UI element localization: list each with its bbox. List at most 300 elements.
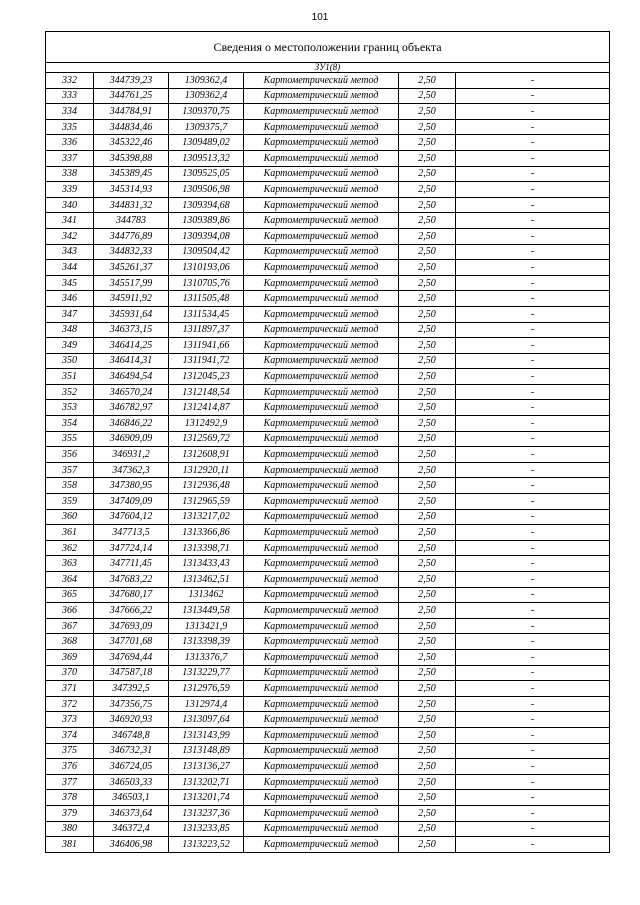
accuracy-cell: 2,50 bbox=[399, 119, 456, 135]
x-coordinate-cell: 346846,22 bbox=[94, 416, 169, 432]
x-coordinate-cell: 347711,45 bbox=[94, 556, 169, 572]
point-number-cell: 365 bbox=[46, 587, 94, 603]
x-coordinate-cell: 347380,95 bbox=[94, 478, 169, 494]
point-number-cell: 334 bbox=[46, 104, 94, 120]
point-number-cell: 340 bbox=[46, 197, 94, 213]
accuracy-cell: 2,50 bbox=[399, 494, 456, 510]
description-cell: - bbox=[456, 743, 610, 759]
accuracy-cell: 2,50 bbox=[399, 228, 456, 244]
table-row bbox=[46, 478, 610, 494]
description-cell: - bbox=[456, 306, 610, 322]
description-cell: - bbox=[456, 759, 610, 775]
page-number: 101 bbox=[311, 12, 329, 23]
method-cell: Картометрический метод bbox=[244, 306, 399, 322]
method-cell: Картометрический метод bbox=[244, 119, 399, 135]
table-title: Сведения о местоположении границ объекта bbox=[46, 32, 610, 63]
description-cell: - bbox=[456, 369, 610, 385]
point-number-cell: 363 bbox=[46, 556, 94, 572]
y-coordinate-cell: 1313097,64 bbox=[169, 712, 244, 728]
description-cell: - bbox=[456, 587, 610, 603]
accuracy-cell: 2,50 bbox=[399, 447, 456, 463]
description-cell: - bbox=[456, 556, 610, 572]
table-row bbox=[46, 384, 610, 400]
y-coordinate-cell: 1309389,86 bbox=[169, 213, 244, 229]
x-coordinate-cell: 346931,2 bbox=[94, 447, 169, 463]
point-number-cell: 341 bbox=[46, 213, 94, 229]
description-cell: - bbox=[456, 197, 610, 213]
method-cell: Картометрический метод bbox=[244, 525, 399, 541]
x-coordinate-cell: 347693,09 bbox=[94, 618, 169, 634]
method-cell: Картометрический метод bbox=[244, 338, 399, 354]
table-row bbox=[46, 462, 610, 478]
y-coordinate-cell: 1313148,89 bbox=[169, 743, 244, 759]
description-cell: - bbox=[456, 150, 610, 166]
x-coordinate-cell: 344739,23 bbox=[94, 73, 169, 89]
point-number-cell: 361 bbox=[46, 525, 94, 541]
table-row bbox=[46, 743, 610, 759]
method-cell: Картометрический метод bbox=[244, 727, 399, 743]
point-number-cell: 348 bbox=[46, 322, 94, 338]
table-row bbox=[46, 618, 610, 634]
accuracy-cell: 2,50 bbox=[399, 837, 456, 853]
accuracy-cell: 2,50 bbox=[399, 462, 456, 478]
table-row bbox=[46, 369, 610, 385]
description-cell: - bbox=[456, 384, 610, 400]
accuracy-cell: 2,50 bbox=[399, 634, 456, 650]
method-cell: Картометрический метод bbox=[244, 369, 399, 385]
x-coordinate-cell: 344761,25 bbox=[94, 88, 169, 104]
description-cell: - bbox=[456, 494, 610, 510]
y-coordinate-cell: 1309394,08 bbox=[169, 228, 244, 244]
point-number-cell: 338 bbox=[46, 166, 94, 182]
accuracy-cell: 2,50 bbox=[399, 649, 456, 665]
table-row bbox=[46, 681, 610, 697]
accuracy-cell: 2,50 bbox=[399, 525, 456, 541]
description-cell: - bbox=[456, 727, 610, 743]
x-coordinate-cell: 346373,64 bbox=[94, 805, 169, 821]
table-row bbox=[46, 150, 610, 166]
x-coordinate-cell: 344831,32 bbox=[94, 197, 169, 213]
point-number-cell: 357 bbox=[46, 462, 94, 478]
x-coordinate-cell: 347666,22 bbox=[94, 603, 169, 619]
accuracy-cell: 2,50 bbox=[399, 759, 456, 775]
point-number-cell: 370 bbox=[46, 665, 94, 681]
description-cell: - bbox=[456, 572, 610, 588]
y-coordinate-cell: 1309375,7 bbox=[169, 119, 244, 135]
accuracy-cell: 2,50 bbox=[399, 384, 456, 400]
method-cell: Картометрический метод bbox=[244, 696, 399, 712]
point-number-cell: 337 bbox=[46, 150, 94, 166]
point-number-cell: 375 bbox=[46, 743, 94, 759]
point-number-cell: 352 bbox=[46, 384, 94, 400]
point-number-cell: 360 bbox=[46, 509, 94, 525]
table-row bbox=[46, 821, 610, 837]
x-coordinate-cell: 347701,68 bbox=[94, 634, 169, 650]
method-cell: Картометрический метод bbox=[244, 73, 399, 89]
method-cell: Картометрический метод bbox=[244, 821, 399, 837]
accuracy-cell: 2,50 bbox=[399, 556, 456, 572]
x-coordinate-cell: 347362,3 bbox=[94, 462, 169, 478]
description-cell: - bbox=[456, 322, 610, 338]
accuracy-cell: 2,50 bbox=[399, 618, 456, 634]
table-row bbox=[46, 260, 610, 276]
accuracy-cell: 2,50 bbox=[399, 400, 456, 416]
description-cell: - bbox=[456, 540, 610, 556]
accuracy-cell: 2,50 bbox=[399, 478, 456, 494]
accuracy-cell: 2,50 bbox=[399, 727, 456, 743]
table-row bbox=[46, 431, 610, 447]
accuracy-cell: 2,50 bbox=[399, 603, 456, 619]
y-coordinate-cell: 1312414,87 bbox=[169, 400, 244, 416]
y-coordinate-cell: 1313421,9 bbox=[169, 618, 244, 634]
method-cell: Картометрический метод bbox=[244, 478, 399, 494]
y-coordinate-cell: 1309504,42 bbox=[169, 244, 244, 260]
accuracy-cell: 2,50 bbox=[399, 197, 456, 213]
method-cell: Картометрический метод bbox=[244, 759, 399, 775]
point-number-cell: 378 bbox=[46, 790, 94, 806]
accuracy-cell: 2,50 bbox=[399, 244, 456, 260]
x-coordinate-cell: 347683,22 bbox=[94, 572, 169, 588]
x-coordinate-cell: 347694,44 bbox=[94, 649, 169, 665]
table-row bbox=[46, 805, 610, 821]
point-number-cell: 354 bbox=[46, 416, 94, 432]
point-number-cell: 369 bbox=[46, 649, 94, 665]
point-number-cell: 344 bbox=[46, 260, 94, 276]
accuracy-cell: 2,50 bbox=[399, 572, 456, 588]
y-coordinate-cell: 1312974,4 bbox=[169, 696, 244, 712]
y-coordinate-cell: 1313201,74 bbox=[169, 790, 244, 806]
table-row bbox=[46, 540, 610, 556]
description-cell: - bbox=[456, 166, 610, 182]
method-cell: Картометрический метод bbox=[244, 509, 399, 525]
point-number-cell: 350 bbox=[46, 353, 94, 369]
y-coordinate-cell: 1311897,37 bbox=[169, 322, 244, 338]
description-cell: - bbox=[456, 275, 610, 291]
y-coordinate-cell: 1313136,27 bbox=[169, 759, 244, 775]
method-cell: Картометрический метод bbox=[244, 618, 399, 634]
y-coordinate-cell: 1313449,58 bbox=[169, 603, 244, 619]
description-cell: - bbox=[456, 244, 610, 260]
x-coordinate-cell: 347409,09 bbox=[94, 494, 169, 510]
table-row bbox=[46, 73, 610, 89]
description-cell: - bbox=[456, 416, 610, 432]
point-number-cell: 376 bbox=[46, 759, 94, 775]
y-coordinate-cell: 1313233,85 bbox=[169, 821, 244, 837]
x-coordinate-cell: 346570,24 bbox=[94, 384, 169, 400]
y-coordinate-cell: 1313202,71 bbox=[169, 774, 244, 790]
x-coordinate-cell: 344784,91 bbox=[94, 104, 169, 120]
x-coordinate-cell: 344832,33 bbox=[94, 244, 169, 260]
description-cell: - bbox=[456, 431, 610, 447]
description-cell: - bbox=[456, 182, 610, 198]
accuracy-cell: 2,50 bbox=[399, 696, 456, 712]
table-row bbox=[46, 275, 610, 291]
x-coordinate-cell: 344776,89 bbox=[94, 228, 169, 244]
accuracy-cell: 2,50 bbox=[399, 587, 456, 603]
x-coordinate-cell: 346724,05 bbox=[94, 759, 169, 775]
y-coordinate-cell: 1311941,72 bbox=[169, 353, 244, 369]
x-coordinate-cell: 346414,25 bbox=[94, 338, 169, 354]
x-coordinate-cell: 345517,99 bbox=[94, 275, 169, 291]
method-cell: Картометрический метод bbox=[244, 712, 399, 728]
description-cell: - bbox=[456, 88, 610, 104]
point-number-cell: 335 bbox=[46, 119, 94, 135]
y-coordinate-cell: 1309513,32 bbox=[169, 150, 244, 166]
method-cell: Картометрический метод bbox=[244, 681, 399, 697]
method-cell: Картометрический метод bbox=[244, 260, 399, 276]
accuracy-cell: 2,50 bbox=[399, 681, 456, 697]
method-cell: Картометрический метод bbox=[244, 291, 399, 307]
table-row bbox=[46, 696, 610, 712]
description-cell: - bbox=[456, 618, 610, 634]
x-coordinate-cell: 345314,93 bbox=[94, 182, 169, 198]
x-coordinate-cell: 346748,8 bbox=[94, 727, 169, 743]
point-number-cell: 342 bbox=[46, 228, 94, 244]
description-cell: - bbox=[456, 821, 610, 837]
x-coordinate-cell: 346406,98 bbox=[94, 837, 169, 853]
accuracy-cell: 2,50 bbox=[399, 369, 456, 385]
description-cell: - bbox=[456, 228, 610, 244]
table-row bbox=[46, 759, 610, 775]
method-cell: Картометрический метод bbox=[244, 400, 399, 416]
description-cell: - bbox=[456, 603, 610, 619]
method-cell: Картометрический метод bbox=[244, 228, 399, 244]
point-number-cell: 333 bbox=[46, 88, 94, 104]
x-coordinate-cell: 346372,4 bbox=[94, 821, 169, 837]
table-row bbox=[46, 135, 610, 151]
table-row bbox=[46, 338, 610, 354]
y-coordinate-cell: 1312976,59 bbox=[169, 681, 244, 697]
table-row bbox=[46, 790, 610, 806]
y-coordinate-cell: 1311505,48 bbox=[169, 291, 244, 307]
y-coordinate-cell: 1310705,76 bbox=[169, 275, 244, 291]
method-cell: Картометрический метод bbox=[244, 603, 399, 619]
y-coordinate-cell: 1313433,43 bbox=[169, 556, 244, 572]
x-coordinate-cell: 347713,5 bbox=[94, 525, 169, 541]
table-subtitle-row bbox=[46, 63, 610, 73]
table-row bbox=[46, 525, 610, 541]
x-coordinate-cell: 345389,45 bbox=[94, 166, 169, 182]
y-coordinate-cell: 1313143,99 bbox=[169, 727, 244, 743]
description-cell: - bbox=[456, 634, 610, 650]
description-cell: - bbox=[456, 696, 610, 712]
point-number-cell: 336 bbox=[46, 135, 94, 151]
table-row bbox=[46, 634, 610, 650]
point-number-cell: 377 bbox=[46, 774, 94, 790]
accuracy-cell: 2,50 bbox=[399, 88, 456, 104]
description-cell: - bbox=[456, 712, 610, 728]
y-coordinate-cell: 1309525,05 bbox=[169, 166, 244, 182]
y-coordinate-cell: 1311941,66 bbox=[169, 338, 244, 354]
table-row bbox=[46, 306, 610, 322]
description-cell: - bbox=[456, 400, 610, 416]
accuracy-cell: 2,50 bbox=[399, 665, 456, 681]
table-row bbox=[46, 727, 610, 743]
accuracy-cell: 2,50 bbox=[399, 166, 456, 182]
table-subtitle: ЗУ1(8) bbox=[46, 63, 610, 73]
x-coordinate-cell: 346782,97 bbox=[94, 400, 169, 416]
point-number-cell: 367 bbox=[46, 618, 94, 634]
y-coordinate-cell: 1309506,98 bbox=[169, 182, 244, 198]
description-cell: - bbox=[456, 260, 610, 276]
method-cell: Картометрический метод bbox=[244, 135, 399, 151]
point-number-cell: 353 bbox=[46, 400, 94, 416]
point-number-cell: 366 bbox=[46, 603, 94, 619]
table-row bbox=[46, 166, 610, 182]
point-number-cell: 356 bbox=[46, 447, 94, 463]
x-coordinate-cell: 345931,64 bbox=[94, 306, 169, 322]
accuracy-cell: 2,50 bbox=[399, 73, 456, 89]
x-coordinate-cell: 346373,15 bbox=[94, 322, 169, 338]
x-coordinate-cell: 346503,1 bbox=[94, 790, 169, 806]
point-number-cell: 381 bbox=[46, 837, 94, 853]
point-number-cell: 347 bbox=[46, 306, 94, 322]
table-row bbox=[46, 837, 610, 853]
point-number-cell: 380 bbox=[46, 821, 94, 837]
description-cell: - bbox=[456, 525, 610, 541]
y-coordinate-cell: 1312965,59 bbox=[169, 494, 244, 510]
method-cell: Картометрический метод bbox=[244, 665, 399, 681]
point-number-cell: 379 bbox=[46, 805, 94, 821]
method-cell: Картометрический метод bbox=[244, 244, 399, 260]
point-number-cell: 349 bbox=[46, 338, 94, 354]
accuracy-cell: 2,50 bbox=[399, 743, 456, 759]
y-coordinate-cell: 1309489,02 bbox=[169, 135, 244, 151]
method-cell: Картометрический метод bbox=[244, 649, 399, 665]
accuracy-cell: 2,50 bbox=[399, 306, 456, 322]
method-cell: Картометрический метод bbox=[244, 790, 399, 806]
description-cell: - bbox=[456, 213, 610, 229]
method-cell: Картометрический метод bbox=[244, 494, 399, 510]
method-cell: Картометрический метод bbox=[244, 587, 399, 603]
method-cell: Картометрический метод bbox=[244, 182, 399, 198]
point-number-cell: 345 bbox=[46, 275, 94, 291]
x-coordinate-cell: 346920,93 bbox=[94, 712, 169, 728]
description-cell: - bbox=[456, 338, 610, 354]
y-coordinate-cell: 1312920,11 bbox=[169, 462, 244, 478]
method-cell: Картометрический метод bbox=[244, 540, 399, 556]
accuracy-cell: 2,50 bbox=[399, 322, 456, 338]
table-row bbox=[46, 447, 610, 463]
x-coordinate-cell: 344834,46 bbox=[94, 119, 169, 135]
point-number-cell: 343 bbox=[46, 244, 94, 260]
description-cell: - bbox=[456, 665, 610, 681]
description-cell: - bbox=[456, 73, 610, 89]
description-cell: - bbox=[456, 353, 610, 369]
x-coordinate-cell: 345261,37 bbox=[94, 260, 169, 276]
accuracy-cell: 2,50 bbox=[399, 774, 456, 790]
point-number-cell: 332 bbox=[46, 73, 94, 89]
accuracy-cell: 2,50 bbox=[399, 135, 456, 151]
y-coordinate-cell: 1312569,72 bbox=[169, 431, 244, 447]
table-row bbox=[46, 603, 610, 619]
method-cell: Картометрический метод bbox=[244, 572, 399, 588]
accuracy-cell: 2,50 bbox=[399, 275, 456, 291]
description-cell: - bbox=[456, 681, 610, 697]
y-coordinate-cell: 1313398,71 bbox=[169, 540, 244, 556]
x-coordinate-cell: 347356,75 bbox=[94, 696, 169, 712]
x-coordinate-cell: 346909,09 bbox=[94, 431, 169, 447]
method-cell: Картометрический метод bbox=[244, 275, 399, 291]
method-cell: Картометрический метод bbox=[244, 447, 399, 463]
description-cell: - bbox=[456, 462, 610, 478]
y-coordinate-cell: 1313237,36 bbox=[169, 805, 244, 821]
table-row bbox=[46, 197, 610, 213]
description-cell: - bbox=[456, 837, 610, 853]
table-row bbox=[46, 556, 610, 572]
accuracy-cell: 2,50 bbox=[399, 104, 456, 120]
y-coordinate-cell: 1312148,54 bbox=[169, 384, 244, 400]
method-cell: Картометрический метод bbox=[244, 634, 399, 650]
description-cell: - bbox=[456, 649, 610, 665]
y-coordinate-cell: 1313462,51 bbox=[169, 572, 244, 588]
y-coordinate-cell: 1313217,02 bbox=[169, 509, 244, 525]
accuracy-cell: 2,50 bbox=[399, 150, 456, 166]
x-coordinate-cell: 346503,33 bbox=[94, 774, 169, 790]
y-coordinate-cell: 1313398,39 bbox=[169, 634, 244, 650]
table-row bbox=[46, 712, 610, 728]
method-cell: Картометрический метод bbox=[244, 88, 399, 104]
method-cell: Картометрический метод bbox=[244, 213, 399, 229]
method-cell: Картометрический метод bbox=[244, 353, 399, 369]
table-row bbox=[46, 228, 610, 244]
boundary-table bbox=[45, 31, 610, 853]
table-row bbox=[46, 322, 610, 338]
x-coordinate-cell: 347604,12 bbox=[94, 509, 169, 525]
point-number-cell: 339 bbox=[46, 182, 94, 198]
y-coordinate-cell: 1312936,48 bbox=[169, 478, 244, 494]
accuracy-cell: 2,50 bbox=[399, 431, 456, 447]
table-row bbox=[46, 665, 610, 681]
table-title-row bbox=[46, 32, 610, 63]
y-coordinate-cell: 1313223,52 bbox=[169, 837, 244, 853]
x-coordinate-cell: 346494,54 bbox=[94, 369, 169, 385]
accuracy-cell: 2,50 bbox=[399, 416, 456, 432]
description-cell: - bbox=[456, 478, 610, 494]
y-coordinate-cell: 1312608,91 bbox=[169, 447, 244, 463]
table-row bbox=[46, 774, 610, 790]
table-row bbox=[46, 400, 610, 416]
method-cell: Картометрический метод bbox=[244, 743, 399, 759]
y-coordinate-cell: 1311534,45 bbox=[169, 306, 244, 322]
accuracy-cell: 2,50 bbox=[399, 353, 456, 369]
description-cell: - bbox=[456, 774, 610, 790]
accuracy-cell: 2,50 bbox=[399, 291, 456, 307]
point-number-cell: 355 bbox=[46, 431, 94, 447]
accuracy-cell: 2,50 bbox=[399, 712, 456, 728]
method-cell: Картометрический метод bbox=[244, 322, 399, 338]
table-row bbox=[46, 182, 610, 198]
point-number-cell: 371 bbox=[46, 681, 94, 697]
x-coordinate-cell: 347680,17 bbox=[94, 587, 169, 603]
accuracy-cell: 2,50 bbox=[399, 213, 456, 229]
description-cell: - bbox=[456, 135, 610, 151]
y-coordinate-cell: 1310193,06 bbox=[169, 260, 244, 276]
description-cell: - bbox=[456, 805, 610, 821]
method-cell: Картометрический метод bbox=[244, 556, 399, 572]
description-cell: - bbox=[456, 509, 610, 525]
description-cell: - bbox=[456, 119, 610, 135]
x-coordinate-cell: 347392,5 bbox=[94, 681, 169, 697]
table-row bbox=[46, 291, 610, 307]
y-coordinate-cell: 1309394,68 bbox=[169, 197, 244, 213]
y-coordinate-cell: 1312045,23 bbox=[169, 369, 244, 385]
x-coordinate-cell: 345398,88 bbox=[94, 150, 169, 166]
x-coordinate-cell: 346414,31 bbox=[94, 353, 169, 369]
method-cell: Картометрический метод bbox=[244, 150, 399, 166]
table-row bbox=[46, 587, 610, 603]
description-cell: - bbox=[456, 104, 610, 120]
